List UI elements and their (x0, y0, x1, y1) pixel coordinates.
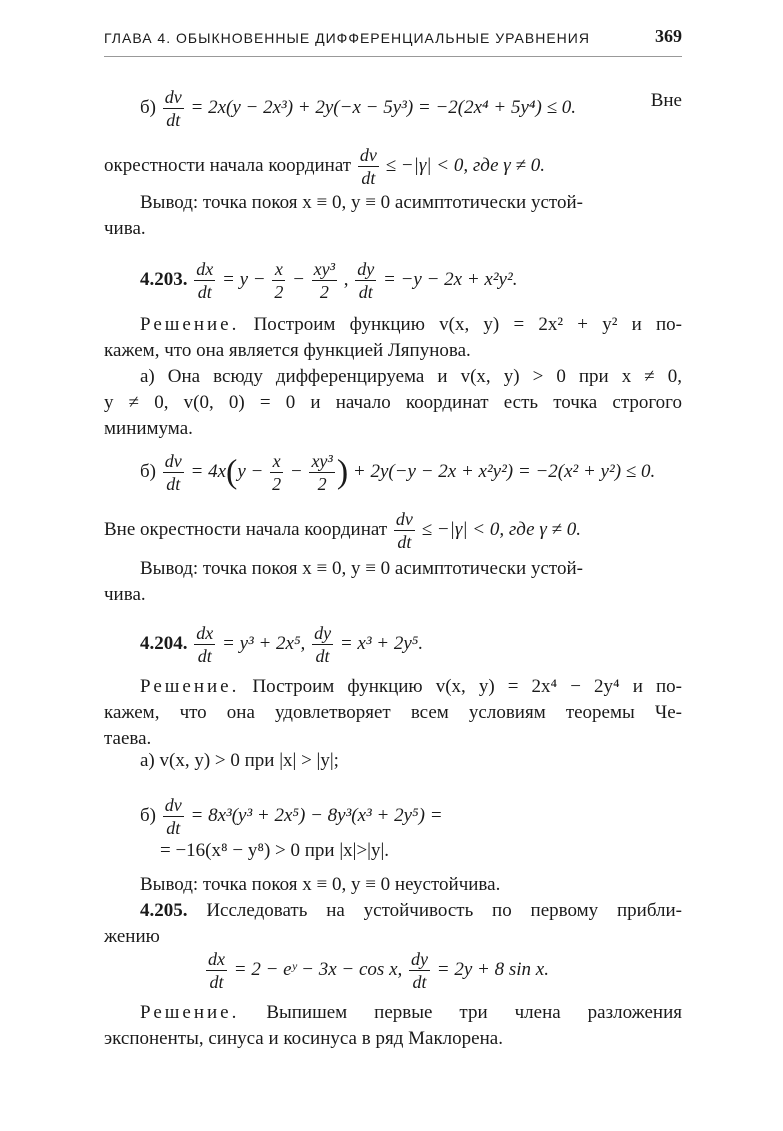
problem-number: 4.203. (140, 268, 188, 290)
denominator: 2 (272, 474, 282, 494)
denominator: dt (197, 282, 212, 302)
fraction (394, 510, 415, 551)
fraction (309, 452, 334, 493)
separator: , (343, 268, 349, 290)
numerator: dx (208, 949, 225, 969)
term: − (289, 460, 303, 482)
solution-204-1 (140, 674, 682, 700)
fraction (358, 146, 379, 187)
conclusion-204: Вывод: точка покоя x ≡ 0, y ≡ 0 неустойчива. (140, 874, 501, 895)
formula-rhs: = 8x³(y³ + 2x⁵) − 8y³(x³ + 2y⁵) = (190, 804, 443, 826)
term: = 2y + 8 sin x. (436, 958, 549, 980)
denominator: dt (358, 282, 373, 302)
numerator: x (270, 452, 283, 473)
problem-205-task-1 (140, 898, 682, 924)
denominator: 2 (319, 282, 329, 302)
numerator: dv (164, 87, 182, 107)
fraction (163, 796, 184, 837)
denominator: dt (197, 646, 212, 666)
term: = y³ + 2x⁵, (222, 632, 306, 654)
numerator: dy (357, 259, 375, 279)
text-tail: Вне (650, 90, 682, 111)
solution-204-3: таева. (104, 728, 152, 749)
item-label: б) (140, 804, 156, 826)
conclusion-202-1: Вывод: точка покоя x ≡ 0, y ≡ 0 асимптотически устой- (140, 192, 583, 213)
fraction (312, 260, 337, 301)
numerator: dv (359, 145, 377, 165)
fraction (194, 624, 215, 665)
header-rule (104, 56, 682, 57)
conclusion-202-2: чива. (104, 218, 146, 239)
denominator: 2 (274, 282, 284, 302)
denominator: dt (166, 110, 181, 130)
term: = x³ + 2y⁵. (339, 632, 424, 654)
term: = y − (222, 268, 266, 290)
solution-label: Решение. (140, 1002, 240, 1023)
term: y − (237, 460, 264, 482)
numerator: x (272, 260, 285, 281)
denominator: dt (361, 168, 376, 188)
fraction (272, 260, 285, 301)
text: Построим функцию v(x, y) = 2x² + y² и по- (253, 314, 683, 335)
numerator: dx (196, 259, 214, 279)
text: окрестности начала координат (104, 154, 352, 176)
solution-205-1 (140, 1000, 682, 1026)
numerator: dv (164, 451, 182, 471)
numerator: dy (411, 949, 429, 969)
term: = −y − 2x + x²y². (383, 268, 518, 290)
fraction (270, 452, 283, 493)
formula-203-b (140, 452, 682, 493)
fraction (206, 950, 227, 991)
solution-204-2: кажем, что она удовлетворяет всем условиям теоремы Че- (104, 702, 682, 723)
fraction (163, 88, 184, 129)
text: Выпишем первые три члена разложения (266, 1002, 682, 1023)
denominator: dt (397, 532, 412, 552)
formula-204-b (140, 796, 682, 837)
inequality: ≤ −|γ| < 0, где γ ≠ 0. (385, 154, 545, 176)
conclusion-203-2: чива. (104, 584, 146, 605)
solution-203-2: кажем, что она является функцией Ляпунова. (104, 340, 471, 361)
item-label: б) (140, 460, 156, 482)
term: = 4x (190, 460, 227, 482)
page-number: 369 (655, 26, 682, 46)
solution-label: Решение. (140, 676, 240, 697)
problem-number: 4.204. (140, 632, 188, 654)
fraction (163, 452, 184, 493)
inequality: ≤ −|γ| < 0, где γ ≠ 0. (421, 518, 581, 540)
text: Вне окрестности начала координат (104, 518, 388, 540)
problem-203-equation (140, 260, 682, 301)
denominator: dt (315, 646, 330, 666)
item-203-a-3: минимума. (104, 418, 193, 439)
left-paren: ( (226, 453, 238, 491)
numerator: dv (395, 509, 413, 529)
numerator: xy³ (313, 259, 336, 279)
formula-202-b (140, 88, 682, 129)
fraction (409, 950, 430, 991)
numerator: dx (196, 623, 214, 643)
numerator: dv (164, 795, 182, 815)
problem-number: 4.205. (140, 900, 188, 921)
text: Исследовать на устойчивость по первому прибли- (206, 900, 682, 921)
right-paren: ) (336, 453, 349, 491)
denominator: dt (166, 474, 181, 494)
conclusion-203-1: Вывод: точка покоя x ≡ 0, y ≡ 0 асимптотически устой- (140, 558, 583, 579)
fraction (194, 260, 215, 301)
solution-label: Решение. (140, 314, 240, 335)
problem-204-equation (140, 624, 682, 665)
denominator: dt (412, 972, 427, 992)
problem-205-equation (204, 950, 682, 991)
neighbourhood-line-202 (104, 146, 682, 187)
formula-rhs: = 2x(y − 2x³) + 2y(−x − 5y³) = −2(2x⁴ + 5y⁴) ≤ 0. (190, 96, 577, 118)
problem-205-task-2: жению (104, 926, 160, 947)
item-label: б) (140, 96, 156, 118)
numerator: dy (314, 623, 332, 643)
item-203-a-2: y ≠ 0, v(0, 0) = 0 и начало координат есть точка строгого (104, 392, 682, 413)
chapter-title: ГЛАВА 4. ОБЫКНОВЕННЫЕ ДИФФЕРЕНЦИАЛЬНЫЕ УРАВНЕНИЯ (104, 30, 590, 46)
text: Построим функцию v(x, y) = 2x⁴ − 2y⁴ и по- (252, 676, 682, 697)
denominator: 2 (317, 474, 327, 494)
solution-205-2: экспоненты, синуса и косинуса в ряд Маклорена. (104, 1028, 503, 1049)
fraction (312, 624, 333, 665)
item-204-a: а) v(x, y) > 0 при |x| > |y|; (140, 750, 339, 771)
term: − (292, 268, 305, 290)
running-header (104, 26, 682, 52)
neighbourhood-line-203 (104, 510, 682, 551)
solution-203-1 (140, 312, 682, 338)
fraction (355, 260, 376, 301)
formula-204-b-2: = −16(x⁸ − y⁸) > 0 при |x|>|y|. (160, 840, 390, 861)
item-203-a-1: а) Она всюду дифференцируема и v(x, y) > 0 при x ≠ 0, (140, 366, 682, 387)
numerator: xy³ (311, 451, 333, 471)
term: = 2 − eʸ − 3x − cos x, (233, 958, 403, 980)
formula-rhs: + 2y(−y − 2x + x²y²) = −2(x² + y²) ≤ 0. (352, 460, 656, 482)
denominator: dt (209, 972, 224, 992)
denominator: dt (166, 818, 181, 838)
